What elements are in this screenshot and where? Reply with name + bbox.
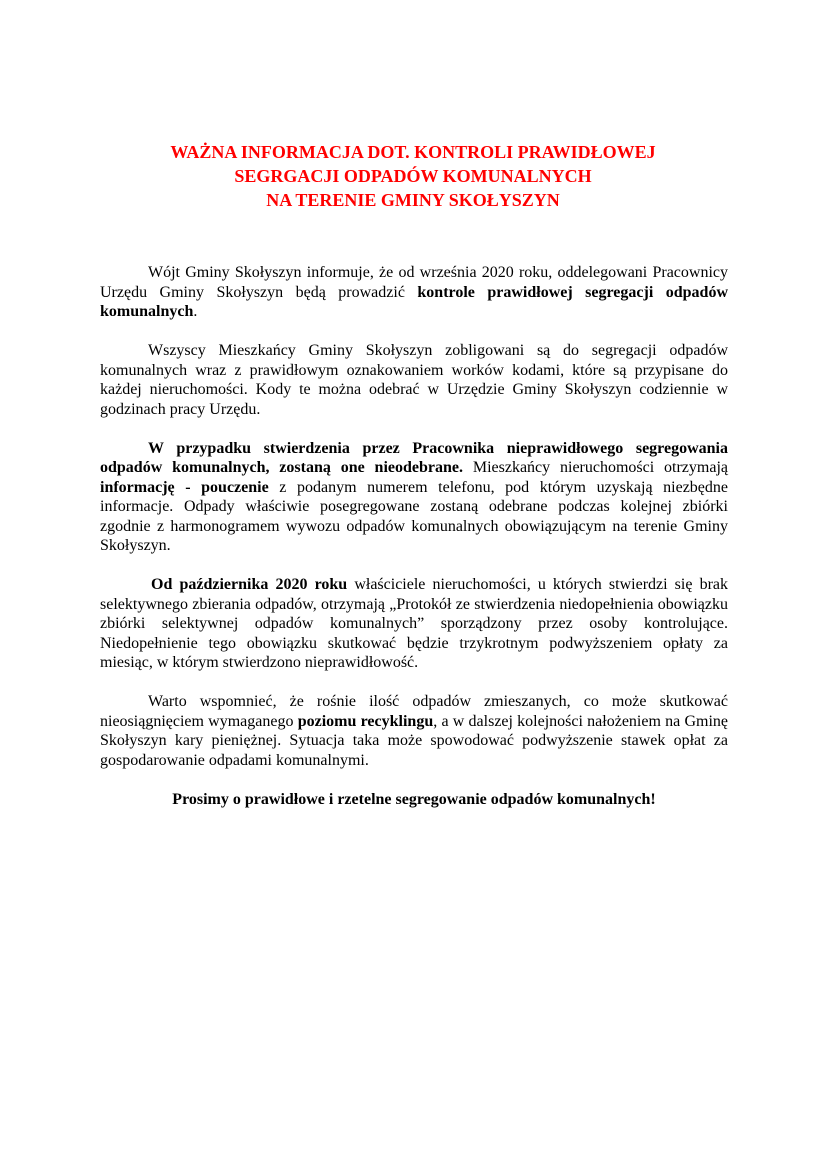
document-title <box>100 140 726 212</box>
paragraph-4-bold: Od października 2020 roku <box>151 576 348 593</box>
paragraph-5-bold: poziomu recyklingu <box>297 712 434 730</box>
paragraph-bag-codes <box>100 341 728 419</box>
paragraph-2-text: Wszyscy Mieszkańcy Gminy Skołyszyn zobligowani są do segregacji odpadów komunalnych wraz z prawidłowym oznakowaniem worków kodami, które są przypisane do każdej nieruchomości. Kody te można odebrać w Urzędzie Gminy Skołyszyn codziennie w godzinach pracy Urzędu. <box>100 342 728 418</box>
paragraph-recycling <box>100 692 728 770</box>
paragraph-3-bold-a: W przypadku stwierdzenia przez Pracownika nieprawidłowego segregowania odpadów komunalnych, zostaną one nieodebrane. <box>100 439 728 476</box>
document-body <box>100 263 728 809</box>
paragraph-inspections <box>100 263 728 322</box>
paragraph-1-text-b: . <box>193 303 198 320</box>
paragraph-5-text-a: Warto wspomnieć, że rośnie ilość odpadów zmieszanych, co może skutkować nieosiągnięciem wymaganego <box>100 693 728 730</box>
closing-appeal: Prosimy o prawidłowe i rzetelne segregowanie odpadów komunalnych! <box>172 790 656 808</box>
title-line-1: WAŻNA INFORMACJA DOT. KONTROLI PRAWIDŁOWEJ <box>170 142 656 162</box>
title-line-2: SEGRGACJI ODPADÓW KOMUNALNYCH <box>234 166 592 186</box>
paragraph-4-text: właściciele nieruchomości, u których stwierdzi się brak selektywnego zbierania odpadów, otrzymają „Protokół ze stwierdzenia niedopełnienia obowiązku zbiórki selektywnej odpadów komunalnych” sporządzony przez osoby kontrolujące. Niedopełnienie tego obowiązku skutkować będzie trzykrotnym podwyższeniem opłaty za miesiąc, w którym stwierdzono nieprawidłowość. <box>100 576 729 671</box>
paragraph-uncollected <box>100 439 728 556</box>
paragraph-1-text-a: Wójt Gminy Skołyszyn informuje, że od września 2020 roku, oddelegowani Pracownicy Urzędu Gminy Skołyszyn będą prowadzić <box>100 264 728 301</box>
paragraph-3-text-a: Mieszkańcy nieruchomości otrzymają <box>463 459 728 476</box>
paragraph-1-bold: kontrole prawidłowej segregacji odpadów komunalnych <box>100 283 728 320</box>
paragraph-protocol <box>100 575 728 673</box>
paragraph-5-text-b: , a w dalszej kolejności nałożeniem na Gminę Skołyszyn kary pieniężnej. Sytuacja taka może spowodować podwyższenie stawek opłat za gospodarowanie odpadami komunalnymi. <box>100 712 729 769</box>
paragraph-3-text-b: z podanym numerem telefonu, pod którym uzyskają niezbędne informacje. Odpady właściwie posegregowane zostaną odebrane podczas kolejnej zbiórki zgodnie z harmonogramem wywozu odpadów komunalnych obowiązującym na terenie Gminy Skołyszyn. <box>100 478 728 554</box>
paragraph-3-bold-b: informację - pouczenie <box>100 478 269 496</box>
title-line-3: NA TERENIE GMINY SKOŁYSZYN <box>266 190 560 210</box>
